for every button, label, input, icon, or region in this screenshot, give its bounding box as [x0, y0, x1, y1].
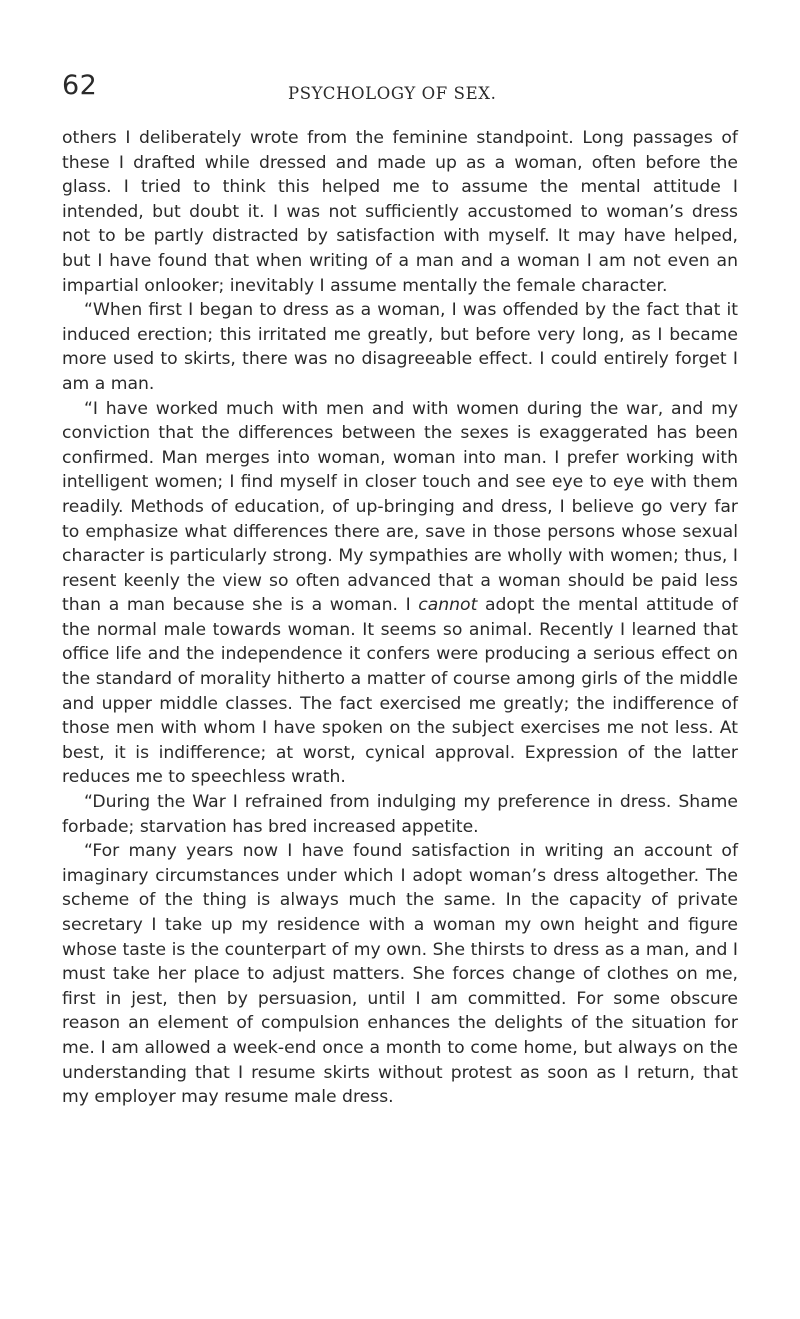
running-head: PSYCHOLOGY OF SEX. [288, 84, 497, 103]
paragraph-imaginary-account: “For many years now I have found satisfaction in writing an account of imaginary circumstances under which I adopt woman’s dress altogether. The scheme of the thing is always much the same. In the capacity of private secretary I take up my residence with a woman my own height and figure whose taste is the counterpart of my own. She thirsts to dress as a man, and I must take her place to adjust matters. She forces change of clothes on me, first in jest, then by persuasion, until I am committed. For some obscure reason an element of compulsion enhances the delights of the situation for me. I am allowed a week-end once a month to come home, but always on the understanding that I resume skirts without protest as soon as I return, that my employer may resume male dress. [62, 841, 738, 1108]
page-number: 62 [62, 70, 98, 101]
body-text [62, 126, 738, 1110]
emphasis-cannot: cannot [418, 595, 478, 616]
paragraph-war-work-part-1: “I have worked much with men and with women during the war, and my conviction that the differences between the sexes is exaggerated has been confirmed. Man merges into woman, woman into man. I prefer working with intelligent women; I find myself in closer touch and see eye to eye with them readily. Methods of education, of up-bringing and dress, I believe go very far to emphasize what differences there are, save in those persons whose sexual character is particularly strong. My sympathies are wholly with women; thus, I resent keenly the view so often advanced that a woman should be paid less than a man because she is a woman. I [62, 398, 738, 616]
book-page [62, 70, 738, 1110]
paragraph-war-work-part-2: adopt the mental attitude of the normal male towards woman. It seems so animal. Recently I learned that office life and the independence it confers were producing a serious effect on the standard of morality hitherto a matter of course among girls of the middle and upper middle classes. The fact exercised me greatly; the indifference of those men with whom I have spoken on the subject exercises me not less. At best, it is indifference; at worst, cynical approval. Expression of the latter reduces me to speechless wrath. [62, 595, 739, 788]
page-header [62, 70, 738, 114]
paragraph-during-war: “During the War I refrained from indulging my preference in dress. Shame forbade; starvation has bred increased appetite. [62, 792, 738, 837]
paragraph-war-work [62, 397, 738, 791]
paragraph-continued: others I deliberately wrote from the feminine standpoint. Long passages of these I drafted while dressed and made up as a woman, often before the glass. I tried to think this helped me to assume the mental attitude I intended, but doubt it. I was not sufficiently accustomed to woman’s dress not to be partly distracted by satisfaction with myself. It may have helped, but I have found that when writing of a man and a woman I am not even an impartial onlooker; inevitably I assume mentally the female character. [62, 128, 738, 296]
paragraph-dress-first: “When first I began to dress as a woman, I was offended by the fact that it induced erection; this irritated me greatly, but before very long, as I became more used to skirts, there was no disagreeable effect. I could entirely forget I am a man. [62, 300, 738, 394]
